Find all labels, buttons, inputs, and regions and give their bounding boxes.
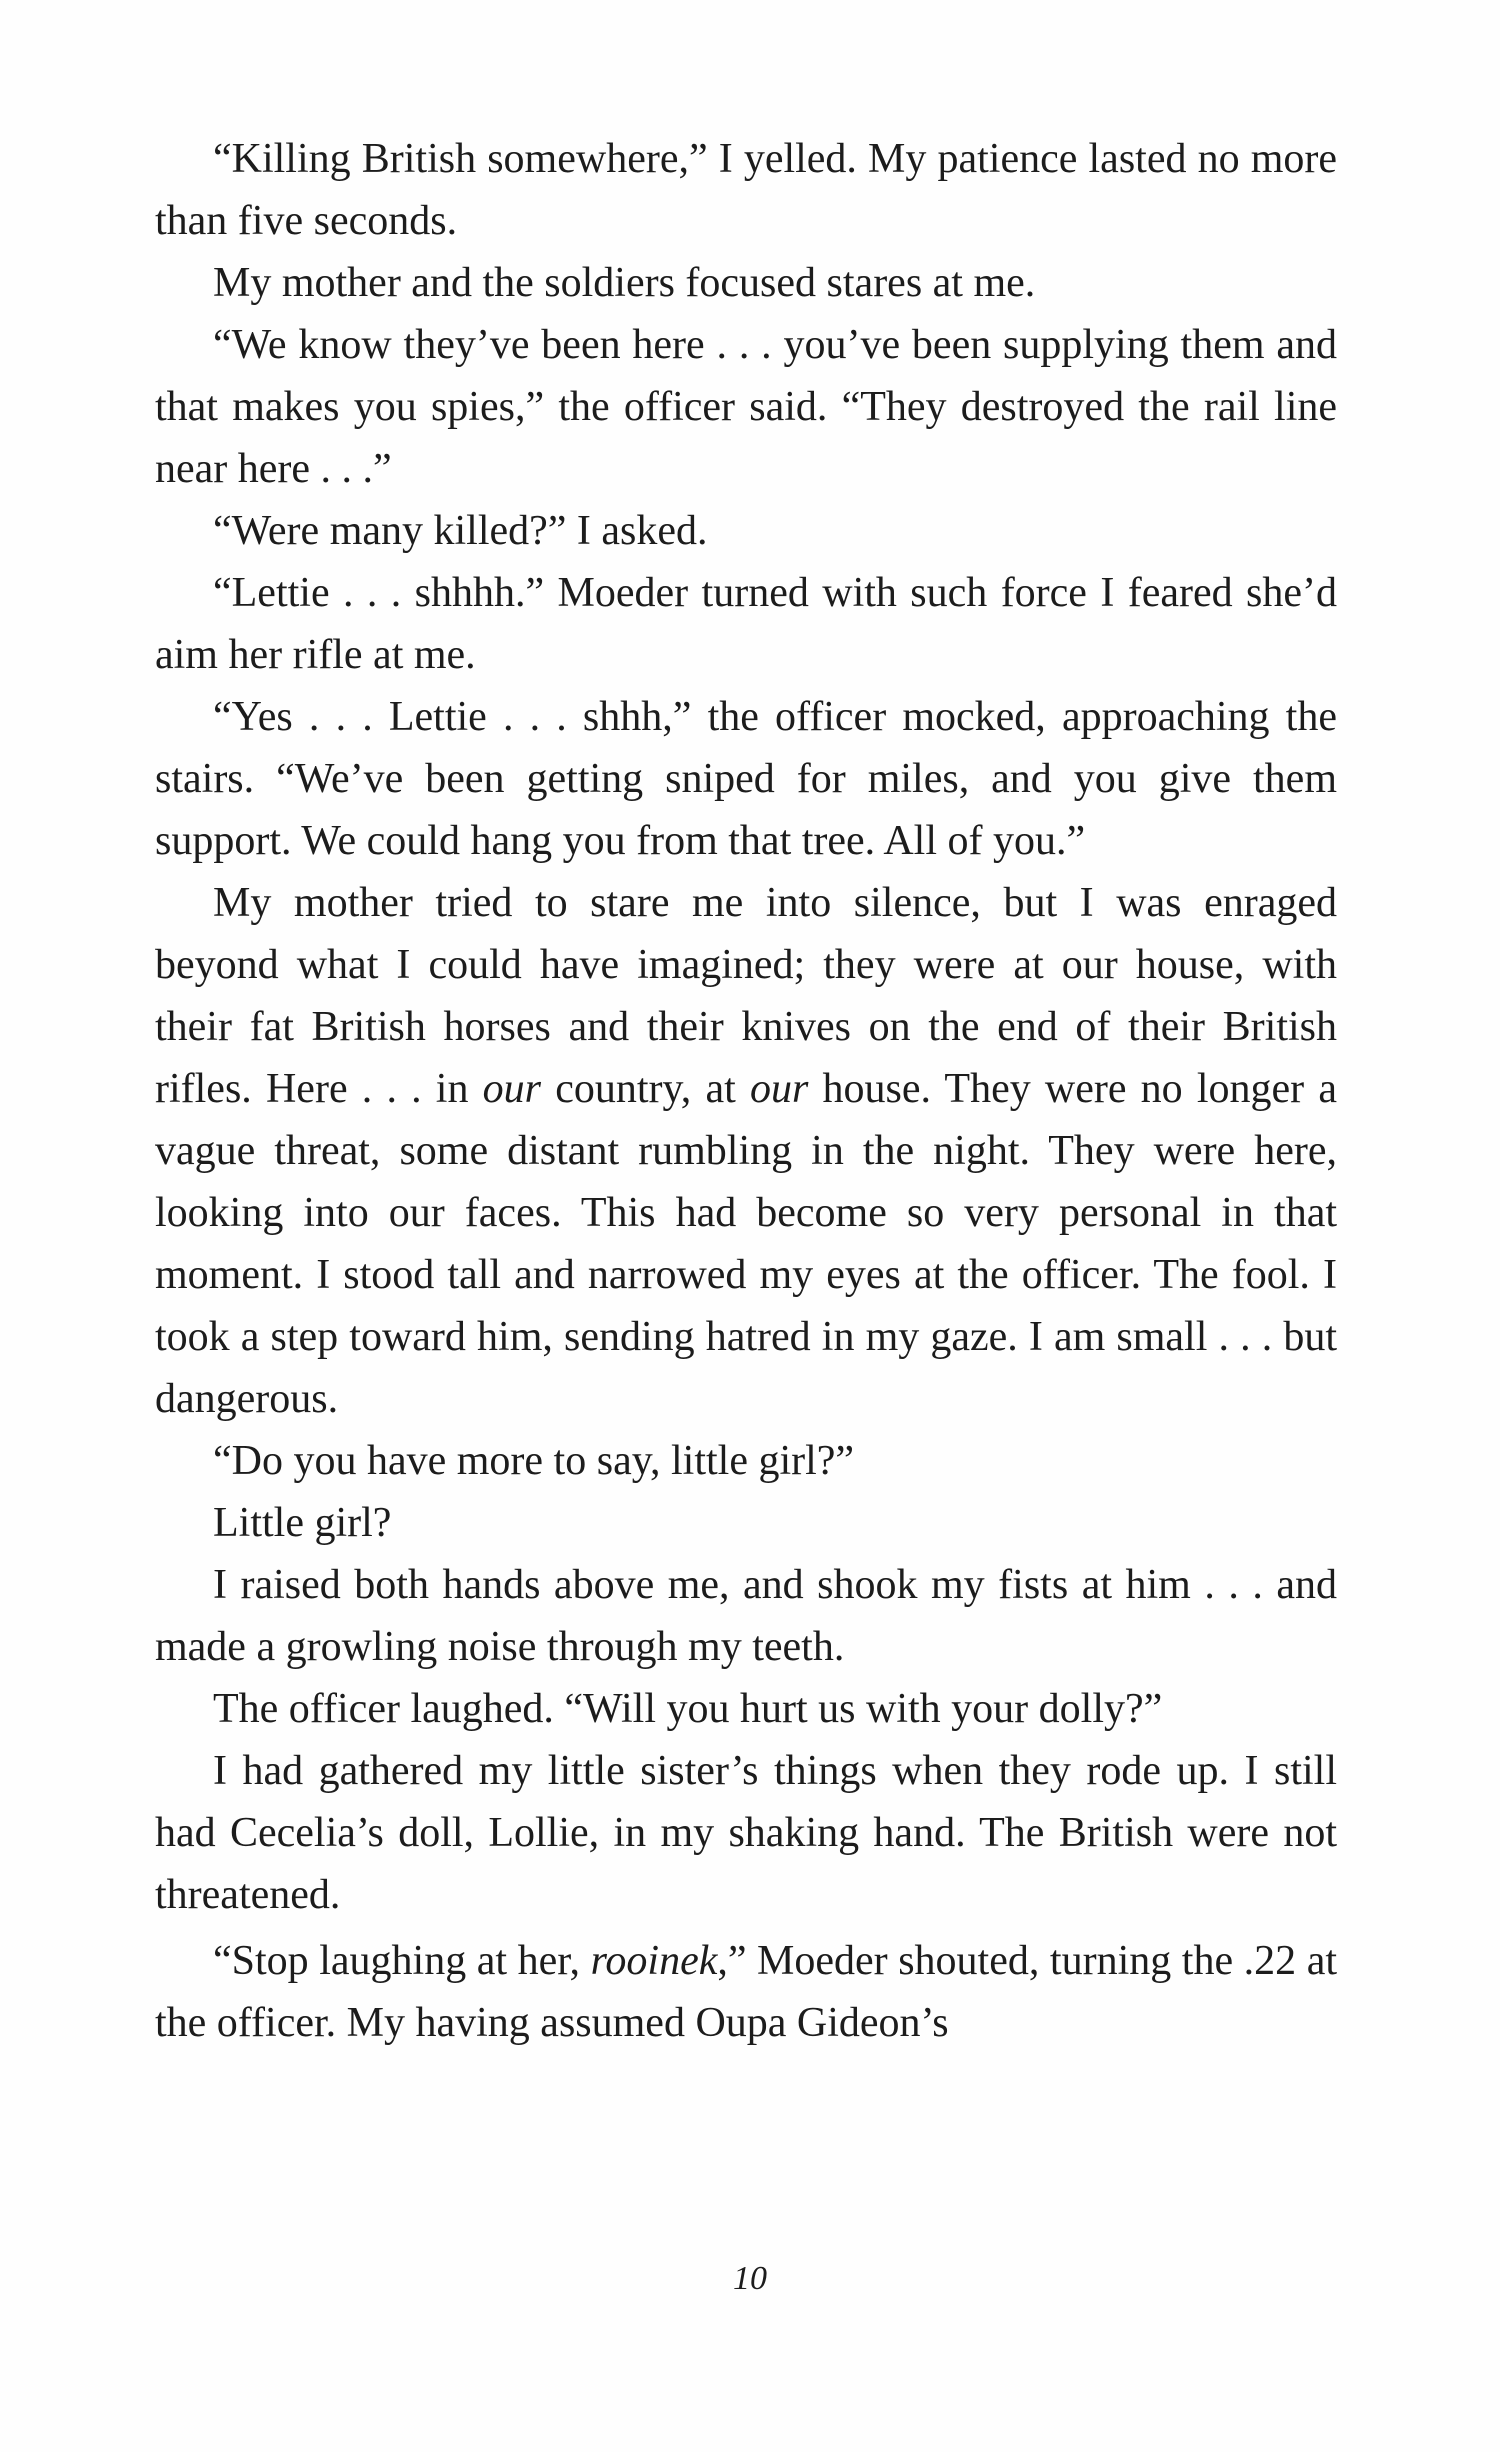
paragraph: “We know they’ve been here . . . you’ve been supplying them and that makes you spies,” the officer said. “They destroyed the rail line near here . . .”	[155, 322, 1337, 492]
paragraph: My mother and the soldiers focused stares at me.	[213, 260, 1036, 306]
body-text	[155, 128, 1337, 2054]
italic-word: our	[482, 1066, 542, 1112]
paragraph: “Stop laughing at her, rooinek,” Moeder shouted, turning the .22 at the officer. My having assumed Oupa Gideon’s	[155, 1938, 1338, 2046]
italic-word: our	[749, 1066, 809, 1112]
paragraph: I had gathered my little sister’s things when they rode up. I still had Cecelia’s doll, Lollie, in my shaking hand. The British were not threatened.	[155, 1748, 1337, 1918]
paragraph: My mother tried to stare me into silence, but I was enraged beyond what I could have imagined; they were at our house, with their fat British horses and their knives on the end of their British rifles. Here . . . in our country, at our house. They were no longer a vague threat, some distant rumbling in the night. They were here, looking into our faces. This had become so very personal in that moment. I stood tall and narrowed my eyes at the officer. The fool. I took a step toward him, sending hatred in my gaze. I am small . . . but dangerous.	[155, 880, 1337, 1422]
paragraph: “Yes . . . Lettie . . . shhh,” the officer mocked, approaching the stairs. “We’ve been getting sniped for miles, and you give them support. We could hang you from that tree. All of you.”	[155, 694, 1337, 864]
paragraph: I raised both hands above me, and shook my fists at him . . . and made a growling noise through my teeth.	[155, 1562, 1337, 1670]
italic-word: rooinek	[590, 1938, 718, 1984]
paragraph: The officer laughed. “Will you hurt us with your dolly?”	[213, 1686, 1163, 1732]
paragraph: Little girl?	[213, 1500, 392, 1546]
paragraph: “Were many killed?” I asked.	[213, 508, 708, 554]
paragraph: “Lettie . . . shhhh.” Moeder turned with such force I feared she’d aim her rifle at me.	[155, 570, 1337, 678]
page-number: 10	[733, 2260, 767, 2297]
paragraph: “Killing British somewhere,” I yelled. My patience lasted no more than five seconds.	[155, 136, 1337, 244]
paragraph: “Do you have more to say, little girl?”	[213, 1438, 855, 1484]
